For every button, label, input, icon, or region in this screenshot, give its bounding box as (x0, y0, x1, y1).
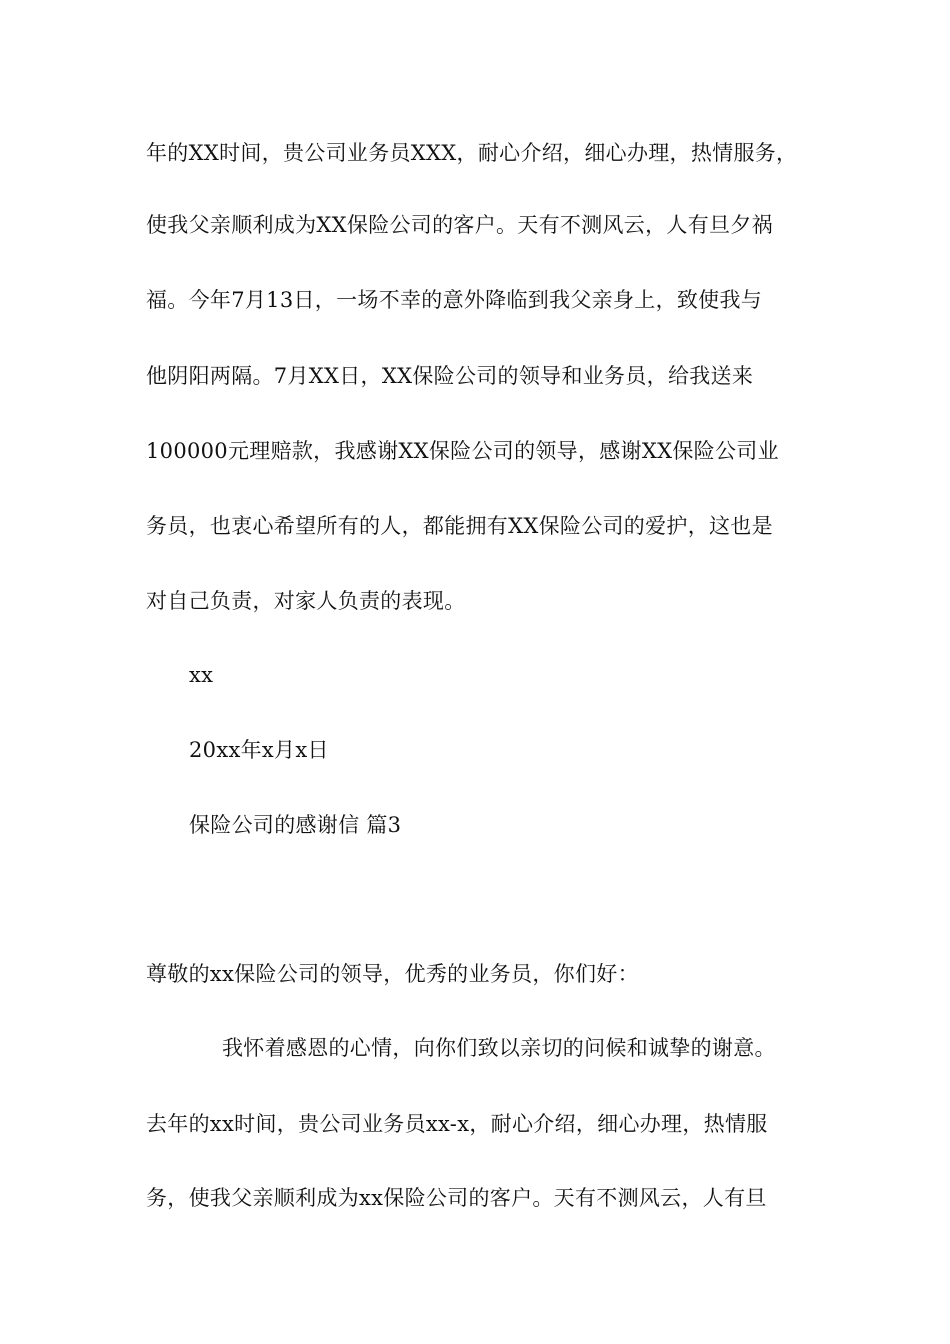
paragraph-2-line-3: 务，使我父亲顺利成为xx保险公司的客户。天有不测风云，人有旦 (146, 1186, 767, 1210)
salutation: 尊敬的xx保险公司的领导，优秀的业务员，你们好： (146, 962, 639, 986)
paragraph-1-line-1: 年的XX时间，贵公司业务员XXX，耐心介绍，细心办理，热情服务， (146, 141, 798, 165)
paragraph-1-line-4: 他阴阳两隔。7月XX日，XX保险公司的领导和业务员，给我送来 (146, 364, 754, 388)
date: 20xx年x月x日 (189, 738, 329, 762)
paragraph-1-line-2: 使我父亲顺利成为XX保险公司的客户。天有不测风云，人有旦夕祸 (146, 213, 773, 237)
paragraph-1-line-7: 对自己负责，对家人负责的表现。 (146, 589, 466, 613)
paragraph-2-line-1: 我怀着感恩的心情，向你们致以亲切的问候和诚挚的谢意。 (222, 1036, 776, 1060)
paragraph-1-line-6: 务员，也衷心希望所有的人，都能拥有XX保险公司的爱护，这也是 (146, 514, 773, 538)
paragraph-2-line-2: 去年的xx时间，贵公司业务员xx-x，耐心介绍，细心办理，热情服 (146, 1112, 768, 1136)
paragraph-1-line-5: 100000元理赔款，我感谢XX保险公司的领导，感谢XX保险公司业 (146, 439, 779, 463)
signature: xx (189, 663, 214, 687)
section-title: 保险公司的感谢信 篇3 (189, 813, 402, 837)
paragraph-1-line-3: 福。今年7月13日，一场不幸的意外降临到我父亲身上，致使我与 (146, 288, 763, 312)
